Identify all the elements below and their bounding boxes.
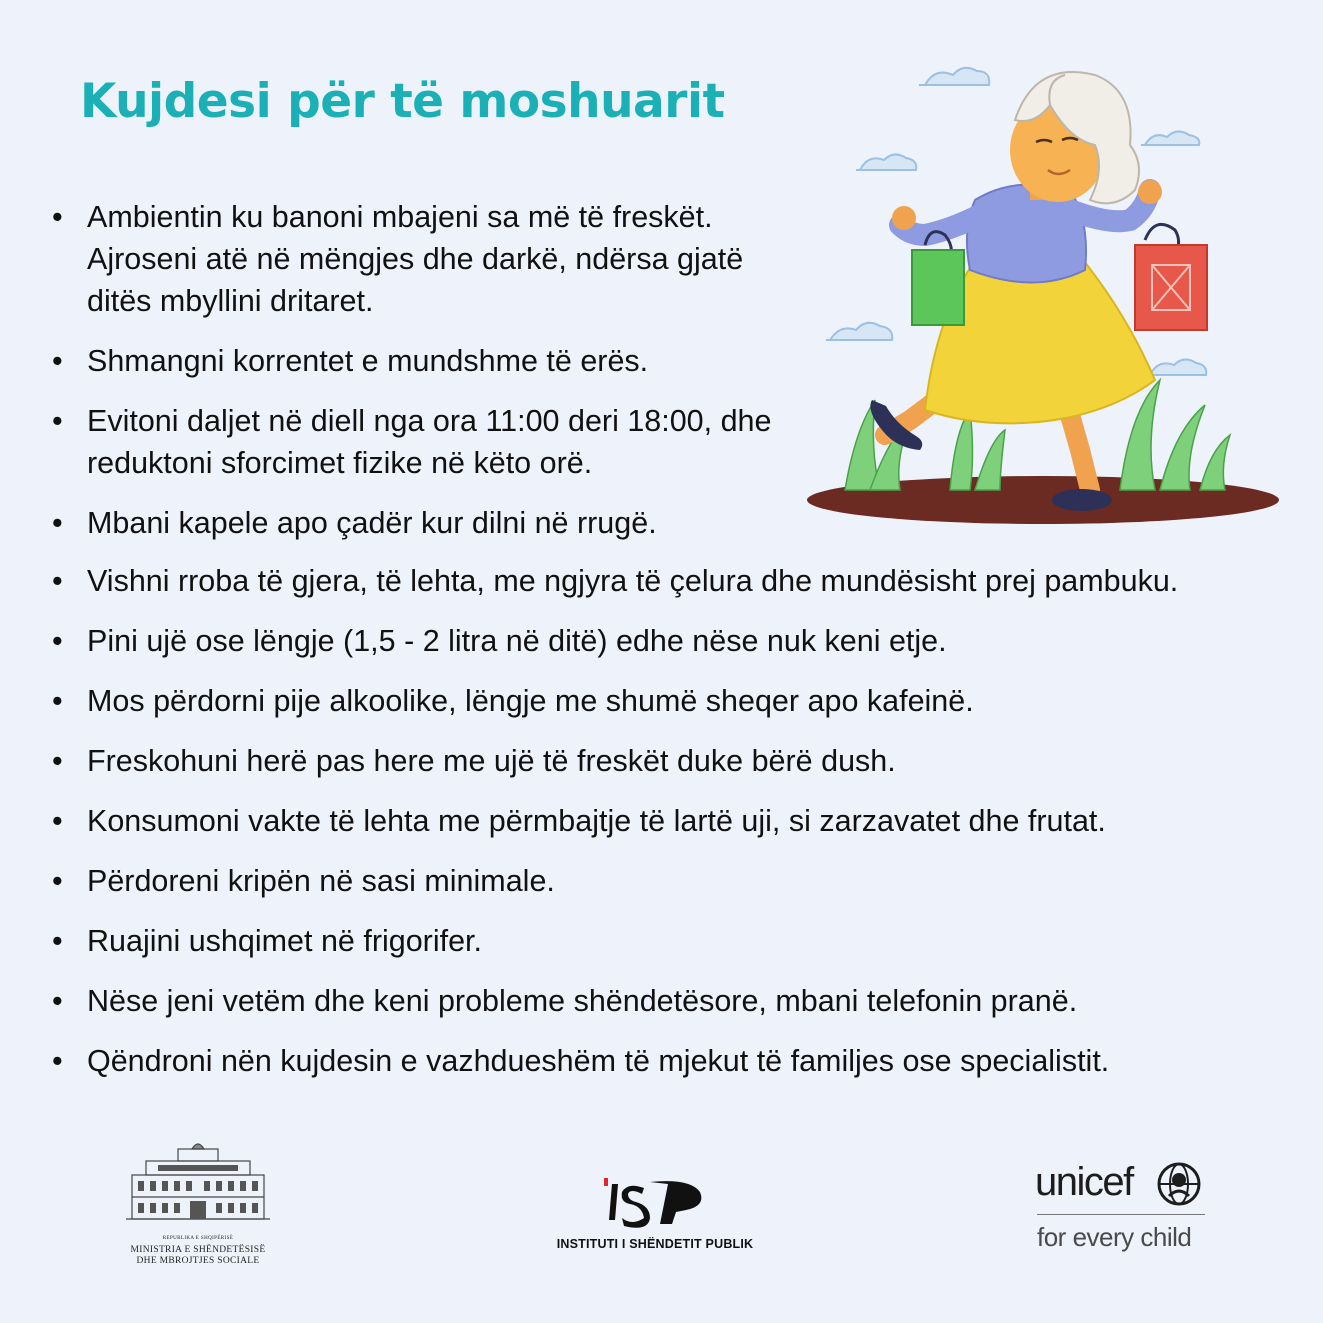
bullet-icon: • [52,804,63,838]
tip-line: Ajroseni atë në mëngjes dhe darkë, ndërsa gjatë [87,242,744,276]
tip-line: Konsumoni vakte të lehta me përmbajtje të lartë uji, si zarzavatet dhe frutat. [87,804,1106,838]
tip-line: ditës mbyllini dritaret. [87,284,374,318]
bullet-icon: • [52,1044,63,1078]
unicef-divider [1037,1214,1205,1215]
tip-line: Ruajini ushqimet në frigorifer. [87,924,482,958]
tip-line: Vishni rroba të gjera, të lehta, me ngjyra të çelura dhe mundësisht prej pambuku. [87,564,1179,598]
tip-item [52,196,827,322]
tip-item [52,920,1282,962]
tip-line: Qëndroni nën kujdesin e vazhdueshëm të mjekut të familjes ose specialistit. [87,1044,1110,1078]
bullet-icon: • [52,624,63,658]
tip-line: Mbani kapele apo çadër kur dilni në rrugë. [87,506,657,540]
tip-item [52,1040,1282,1082]
tip-line: Nëse jeni vetëm dhe keni probleme shëndetësore, mbani telefonin pranë. [87,984,1078,1018]
elderly-woman-illustration [800,50,1290,530]
bullet-icon: • [52,684,63,718]
tip-line: Freskohuni herë pas here me ujë të freskët duke bërë dush. [87,744,896,778]
unicef-globe-icon [1155,1160,1203,1208]
bullet-icon: • [52,744,63,778]
tip-line: Pini ujë ose lëngje (1,5 - 2 litra në ditë) edhe nëse nuk keni etje. [87,624,947,658]
tip-item [52,340,827,382]
isp-logo [540,1170,770,1260]
page-title: Kujdesi për të moshuarit [80,74,725,129]
bullet-icon: • [52,344,63,378]
ministry-name: REPUBLIKA E SHQIPËRISË MINISTRIA E SHËNDETËSISË DHE MBROJTJES SOCIALE [130,1236,266,1266]
tip-line: Evitoni daljet në diell nga ora 11:00 deri 18:00, dhe [87,404,772,438]
tip-line: Mos përdorni pije alkoolike, lëngje me shumë sheqer apo kafeinë. [87,684,974,718]
tip-item [52,560,1282,602]
tip-item [52,980,1282,1022]
tip-line: Shmangni korrentet e mundshme të erës. [87,344,649,378]
tip-item [52,680,1282,722]
tip-line: reduktoni sforcimet fizike në këto orë. [87,446,593,480]
unicef-tagline: for every child [1037,1222,1192,1252]
tip-item [52,400,827,484]
unicef-logo [1035,1160,1215,1260]
isp-name: INSTITUTI I SHËNDETIT PUBLIK [556,1237,754,1251]
bullet-icon: • [52,864,63,898]
bullet-icon: • [52,404,63,438]
tip-line: Përdoreni kripën në sasi minimale. [87,864,555,898]
bullet-icon: • [52,984,63,1018]
tip-item [52,620,1282,662]
shopping-bag-icon [1135,224,1207,330]
bullet-icon: • [52,564,63,598]
tip-line: Ambientin ku banoni mbajeni sa më të freskët. [87,200,713,234]
isp-mark-icon [600,1170,710,1232]
tip-item [52,740,1282,782]
bullet-icon: • [52,200,63,234]
bullet-icon: • [52,924,63,958]
unicef-wordmark: unicef [1035,1160,1133,1204]
tip-item [52,800,1282,842]
government-building-icon [118,1135,278,1230]
tip-item [52,860,1282,902]
tip-item [52,502,827,544]
bullet-icon: • [52,506,63,540]
partner-logos [0,1130,1323,1270]
ministry-logo [118,1135,278,1265]
